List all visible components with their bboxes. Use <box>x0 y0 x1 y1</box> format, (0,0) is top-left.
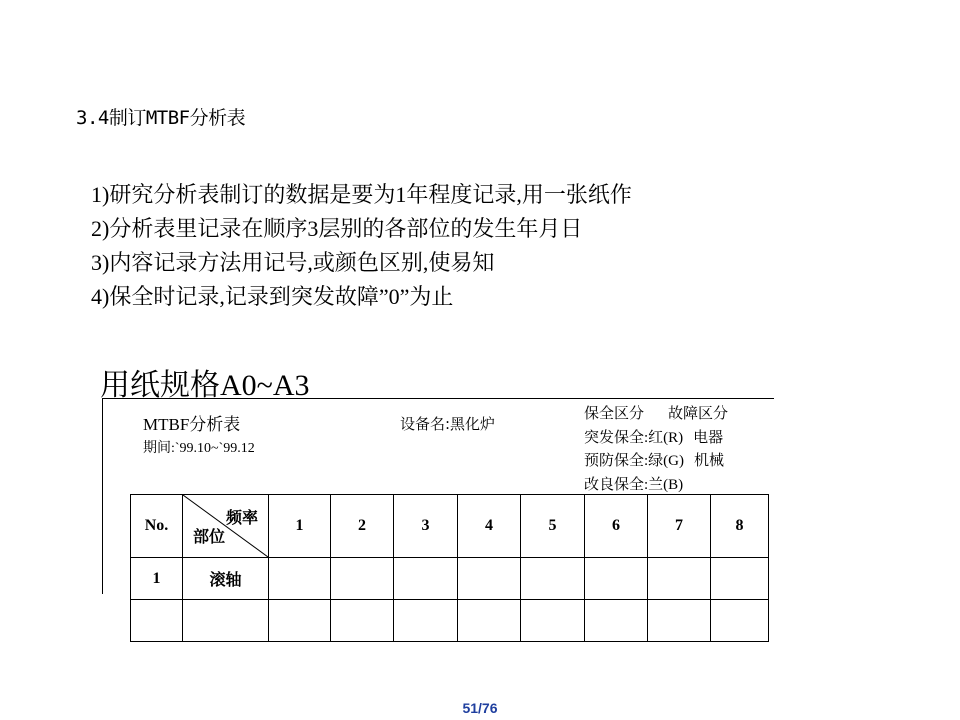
column-header: 3 <box>394 495 458 558</box>
legend-maint: 改良保全:兰(B) <box>584 476 684 493</box>
mtbf-table <box>130 494 769 642</box>
column-header: 7 <box>648 495 711 558</box>
column-header: 1 <box>269 495 331 558</box>
fault-header: 故障区分 <box>668 406 729 422</box>
table-cell[interactable] <box>711 600 769 642</box>
legend-row <box>584 427 728 451</box>
table-cell[interactable] <box>521 558 585 600</box>
list-item: 2)分析表里记录在顺序3层别的各部位的发生年月日 <box>91 216 583 241</box>
column-header: 4 <box>458 495 521 558</box>
form-title: MTBF分析表 <box>143 415 241 434</box>
table-row <box>131 558 769 600</box>
page-number: 51/76 <box>462 700 498 716</box>
legend-maint: 预防保全:绿(G) <box>584 453 684 469</box>
table-cell[interactable] <box>458 558 521 600</box>
maint-header: 保全区分 <box>584 406 645 422</box>
section-heading: 3.4制订MTBF分析表 <box>76 107 246 129</box>
legend-header-row <box>584 403 728 427</box>
frequency-label: 频率 <box>225 510 258 527</box>
list-item: 4)保全时记录,记录到突发故障”0”为止 <box>91 284 454 309</box>
instruction-list <box>91 178 632 314</box>
diagonal-header-cell <box>183 495 269 558</box>
table-cell[interactable] <box>394 558 458 600</box>
table-cell[interactable] <box>585 558 648 600</box>
table-row <box>131 600 769 642</box>
table-cell[interactable] <box>269 600 331 642</box>
table-cell[interactable] <box>458 600 521 642</box>
no-header: No. <box>131 495 183 558</box>
legend-maint: 突发保全:红(R) <box>584 429 684 446</box>
paper-spec-label: 用纸规格A0~A3 <box>100 369 310 402</box>
list-item: 3)内容记录方法用记号,或颜色区别,使易知 <box>91 250 495 275</box>
list-item: 1)研究分析表制订的数据是要为1年程度记录,用一张纸作 <box>91 182 632 207</box>
table-cell[interactable] <box>648 600 711 642</box>
table-header-row <box>131 495 769 558</box>
table-cell[interactable] <box>521 600 585 642</box>
legend-fault: 机械 <box>694 453 725 469</box>
column-header: 5 <box>521 495 585 558</box>
form-frame-top-border <box>102 398 774 399</box>
table-cell[interactable] <box>269 558 331 600</box>
table-cell[interactable] <box>394 600 458 642</box>
table-cell[interactable] <box>331 600 394 642</box>
row-number: 1 <box>131 558 183 600</box>
table-cell[interactable] <box>711 558 769 600</box>
row-part: 滚轴 <box>183 558 269 600</box>
column-header: 8 <box>711 495 769 558</box>
legend-row <box>584 450 728 474</box>
column-header: 2 <box>331 495 394 558</box>
row-part <box>183 600 269 642</box>
form-period: 期间:`99.10~`99.12 <box>143 441 255 456</box>
part-label: 部位 <box>193 529 226 546</box>
table-cell[interactable] <box>331 558 394 600</box>
maintenance-legend <box>584 403 728 497</box>
table-cell[interactable] <box>648 558 711 600</box>
legend-fault: 电器 <box>693 429 724 446</box>
form-frame-left-border <box>102 398 103 594</box>
equipment-name: 设备名:黑化炉 <box>400 415 496 433</box>
table-cell[interactable] <box>585 600 648 642</box>
row-number <box>131 600 183 642</box>
column-header: 6 <box>585 495 648 558</box>
